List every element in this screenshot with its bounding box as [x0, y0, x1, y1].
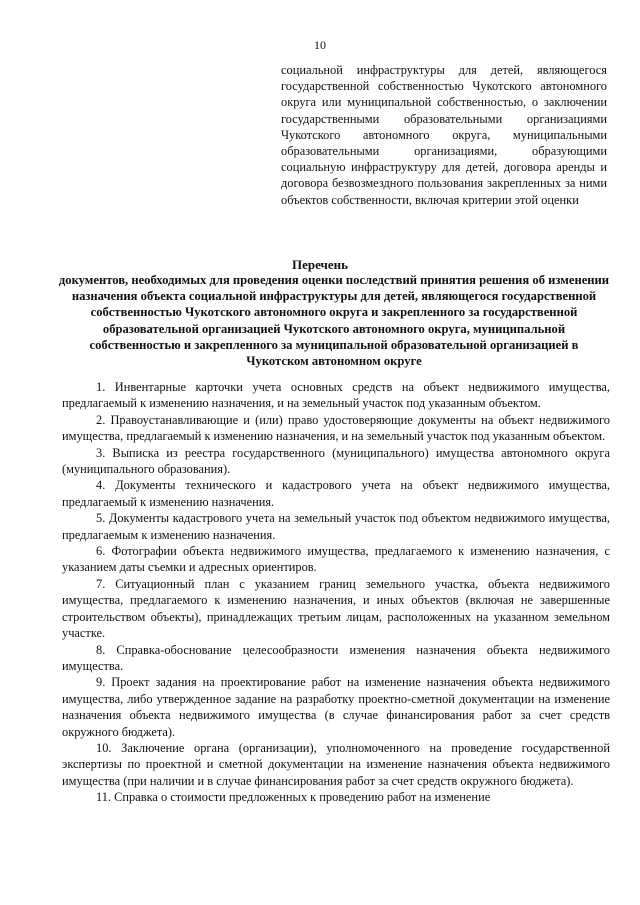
list-item-9: 9. Проект задания на проектирование работ на изменение назначения объекта недвижимого имущества, либо утвержденное задание на разработку проектно-сметной документации на изменение назначения объекта недвижимого имущества (в случае финансирования работ за счет средств окружного бюджета).	[62, 675, 610, 739]
page-number: 10	[314, 38, 326, 52]
list-item-7: 7. Ситуационный план с указанием границ земельного участка, объекта недвижимого имущества, предлагаемого к изменению назначения, и иных объектов (включая не завершенные строительством объекты), принадлежащих третьим лицам, расположенных на указанном земельном участке.	[62, 576, 610, 641]
list-item-5: 5. Документы кадастрового учета на земельный участок под объектом недвижимого имущества, предлагаемым к изменению назначения.	[62, 511, 610, 542]
list-item-11: 11. Справка о стоимости предложенных к проведению работ на изменение	[96, 790, 491, 805]
list-item-3: 3. Выписка из реестра государственного (муниципального) имущества автономного округа (муниципального образования).	[62, 445, 610, 477]
list-item-4: 4. Документы технического и кадастрового учета на объект недвижимого имущества, предлагаемый к изменению назначения.	[62, 478, 610, 509]
list-item-10: 10. Заключение органа (организации), уполномоченного на проведение государственной экспертизы по проектной и сметной документации на изменение назначения объекта недвижимого имущества (при наличии и в случае финансирования работ за счет средств окружного бюджета).	[62, 740, 610, 788]
appendix-header-text: социальной инфраструктуры для детей, являющегося государственной собственностью Чукотского автономного округа или муниципальной собственностью, о заключении государственными образовательными организациями Чукотского автономного округа, муниципальными образовательными организациями, образующими социальную инфраструктуру для детей, договора аренды и договора безвозмездного пользования закрепленных за ними объектов собственности, включая критерии этой оценки	[281, 63, 607, 207]
list-item-8: 8. Справка-обоснование целесообразности изменения назначения объекта недвижимого имущества.	[62, 642, 610, 673]
document-subtitle: документов, необходимых для проведения оценки последствий принятия решения об изменении назначения объекта социальной инфраструктуры для детей, являющегося государственной собственностью Чукотского автономного округа и закрепленного за государственной образовательной организацией Чукотского автономного округа, муниципальной собственностью и закрепленного за муниципальной образовательной организацией в Чукотском автономном округе	[58, 273, 610, 369]
list-item-2: 2. Правоустанавливающие и (или) право удостоверяющие документы на объект недвижимого имущества, предлагаемый к изменению назначения, и на земельный участок под указанным объектом.	[62, 412, 610, 444]
document-list	[62, 379, 610, 806]
list-item-1: 1. Инвентарные карточки учета основных средств на объект недвижимого имущества, предлагаемый к изменению назначения, и на земельный участок под указанным объектом.	[62, 380, 610, 411]
document-title: Перечень	[291, 257, 349, 272]
list-item-6: 6. Фотографии объекта недвижимого имущества, предлагаемого к изменению назначения, с указанием даты съемки и адресных ориентиров.	[62, 544, 610, 575]
